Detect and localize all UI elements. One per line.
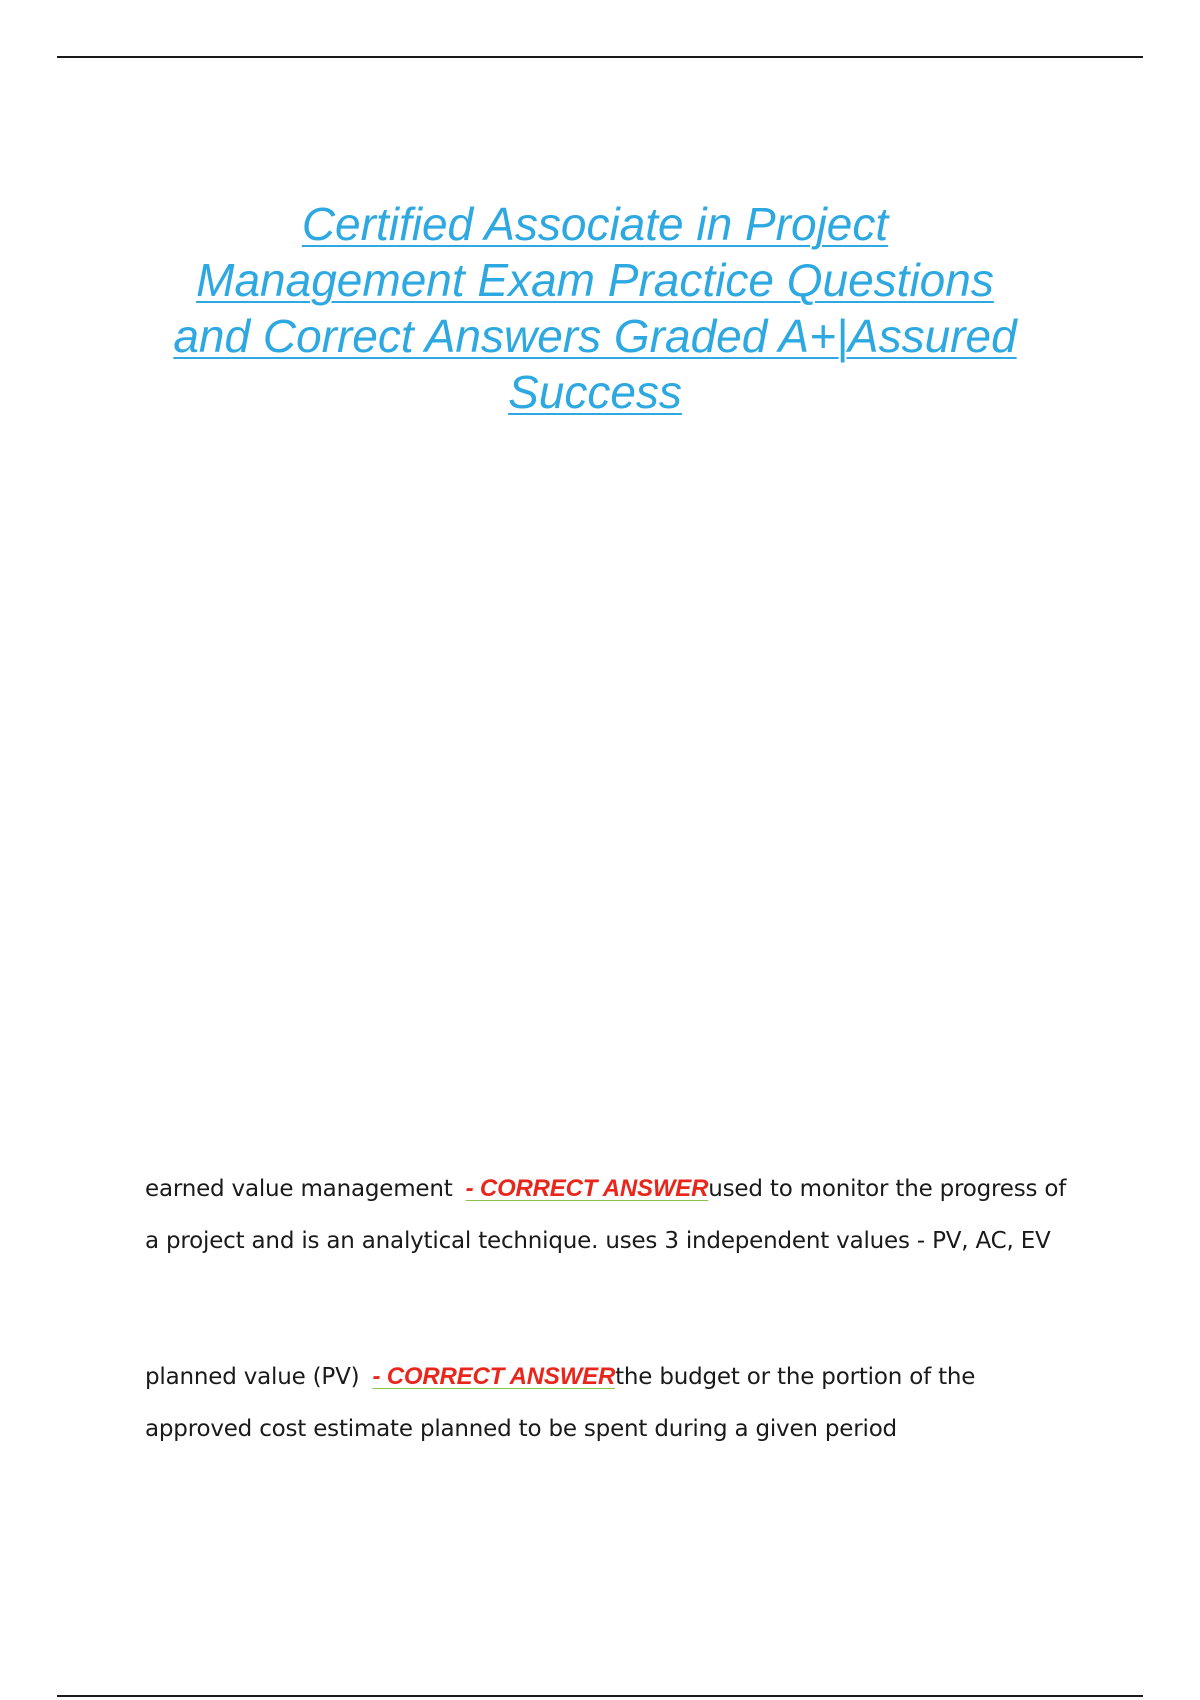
correct-answer-marker: - CORRECT ANSWER bbox=[465, 1175, 709, 1202]
qa-entry-planned-value bbox=[145, 1351, 1085, 1455]
entry-term: planned value (PV) bbox=[145, 1364, 360, 1390]
entry-term: earned value management bbox=[145, 1176, 453, 1202]
footer-rule bbox=[57, 1695, 1143, 1697]
title-line-4: Success bbox=[508, 366, 682, 418]
title-line-2: Management Exam Practice Questions bbox=[196, 254, 994, 306]
document-title bbox=[130, 196, 1060, 420]
header-rule bbox=[57, 56, 1143, 58]
title-link[interactable] bbox=[173, 198, 1016, 418]
qa-entry-earned-value-management bbox=[145, 1163, 1085, 1267]
title-line-1: Certified Associate in Project bbox=[301, 198, 889, 250]
entry-definition: the budget or the portion of the approved cost estimate planned to be spent during a given period bbox=[145, 1364, 976, 1442]
correct-answer-marker: - CORRECT ANSWER bbox=[372, 1363, 616, 1390]
entry-definition: used to monitor the progress of a project and is an analytical technique. uses 3 independent values - PV, AC, EV bbox=[145, 1176, 1067, 1254]
title-line-3: and Correct Answers Graded A+|Assured bbox=[173, 310, 1017, 362]
